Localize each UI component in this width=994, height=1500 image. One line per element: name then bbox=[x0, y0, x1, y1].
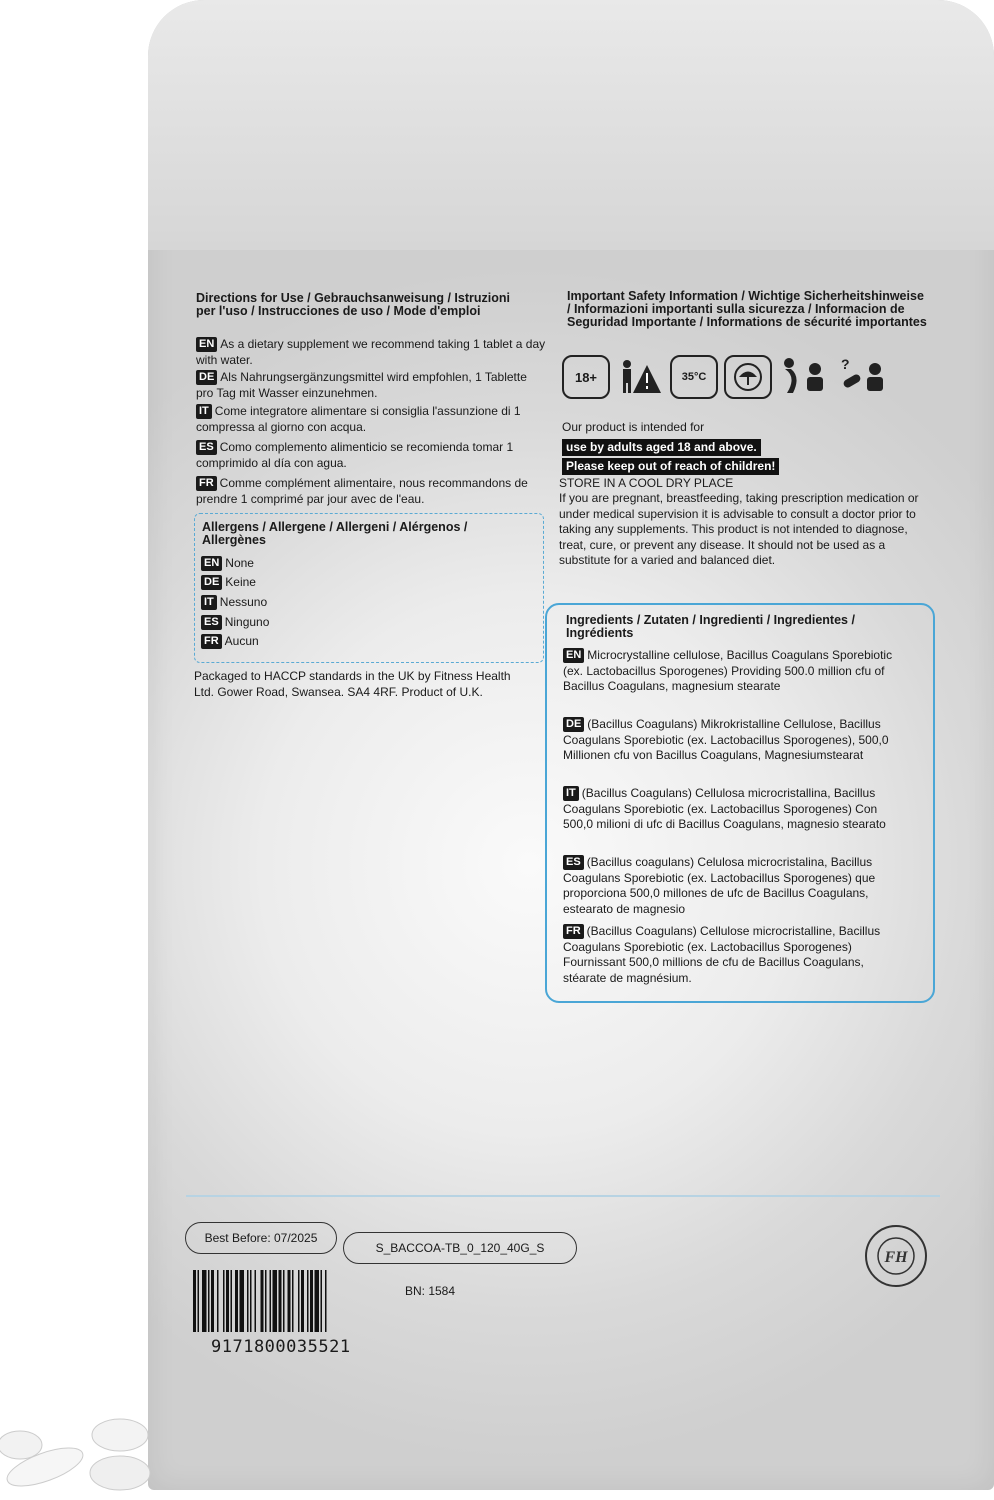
sku-badge bbox=[343, 1232, 577, 1264]
barcode-bar bbox=[325, 1270, 327, 1332]
safety-title: Important Safety Information / Wichtige Sicherheitshinweise / Informazioni importanti sulla sicurezza / Informacion de Seguridad Importante / Informations de sécurité importantes bbox=[567, 289, 927, 329]
sku-text: S_BACCOA-TB_0_120_40G_S bbox=[375, 1241, 545, 1255]
barcode-bar bbox=[226, 1270, 229, 1332]
directions-title: Directions for Use / Gebrauchsanweisung / Istruzioni per l'uso / Instrucciones de uso / Mode d'emploi bbox=[196, 291, 510, 318]
barcode-bar bbox=[292, 1270, 294, 1332]
lang-tag: DE bbox=[201, 575, 222, 590]
barcode-bar bbox=[217, 1270, 219, 1332]
adults-highlight bbox=[562, 438, 761, 456]
temperature-icon bbox=[670, 355, 718, 399]
brand-logo bbox=[865, 1225, 927, 1287]
safety-intro: Our product is intended for bbox=[562, 420, 705, 434]
lang-tag: ES bbox=[196, 440, 217, 455]
barcode-number: 9171800035521 bbox=[211, 1337, 351, 1357]
barcode-bar bbox=[310, 1270, 313, 1332]
barcode-bar bbox=[235, 1270, 238, 1332]
divider-line bbox=[186, 1195, 940, 1197]
ingredient-item bbox=[563, 648, 903, 695]
pregnancy-warning-icon bbox=[778, 355, 832, 395]
lang-tag: IT bbox=[201, 595, 217, 610]
directions-item bbox=[196, 370, 536, 401]
svg-text:?: ? bbox=[841, 356, 850, 372]
directions-text: As a dietary supplement we recommend taking 1 tablet a day with water. bbox=[196, 337, 546, 367]
adults-highlight-text: use by adults aged 18 and above. bbox=[562, 439, 761, 456]
directions-item bbox=[196, 337, 552, 368]
directions-text: Comme complément alimentaire, nous recommandons de prendre 1 comprimé par jour avec de l'eau. bbox=[196, 476, 528, 506]
barcode-bar bbox=[198, 1270, 200, 1332]
barcode-bar bbox=[288, 1270, 291, 1332]
allergen-text: None bbox=[225, 556, 254, 570]
barcode-bar bbox=[211, 1270, 214, 1332]
directions-item bbox=[196, 440, 552, 471]
directions-text: Als Nahrungsergänzungsmittel wird empfohlen, 1 Tablette pro Tag mit Wasser einzunehmen. bbox=[196, 370, 527, 400]
safety-icons bbox=[562, 355, 924, 399]
ingredient-text: (Bacillus Coagulans) Mikrokristalline Cellulose, Bacillus Coagulans Sporebiotic (ex. Lactobacillus Sporogenes), 500,0 Millionen cfu von Bacillus Coagulans, Magnesiumstearat bbox=[563, 717, 889, 762]
lang-tag: IT bbox=[196, 404, 212, 419]
barcode-bar bbox=[321, 1270, 323, 1332]
barcode-bar bbox=[240, 1270, 245, 1332]
tablets-image bbox=[0, 1395, 160, 1495]
children-highlight-text: Please keep out of reach of children! bbox=[562, 458, 779, 475]
barcode-bar bbox=[273, 1270, 278, 1332]
ingredients-title: Ingredients / Zutaten / Ingredienti / Ingredientes / Ingrédients bbox=[566, 613, 855, 640]
barcode-bar bbox=[265, 1270, 267, 1332]
barcode-bar bbox=[250, 1270, 252, 1332]
store-text: STORE IN A COOL DRY PLACE bbox=[559, 476, 734, 490]
ingredient-item bbox=[563, 855, 903, 917]
barcode-bar bbox=[202, 1270, 207, 1332]
age-18-icon bbox=[562, 355, 610, 399]
barcode-bar bbox=[298, 1270, 300, 1332]
lang-tag: IT bbox=[563, 786, 579, 801]
best-before-text: Best Before: 07/2025 bbox=[204, 1231, 318, 1245]
pouch-seal bbox=[148, 0, 994, 250]
directions-text: Come integratore alimentare si consiglia l'assunzione di 1 compressa al giorno con acqua. bbox=[196, 404, 521, 434]
barcode-bar bbox=[231, 1270, 233, 1332]
barcode-bar bbox=[307, 1270, 309, 1332]
allergen-text: Aucun bbox=[224, 634, 259, 648]
best-before-badge bbox=[185, 1222, 337, 1254]
barcode-bar bbox=[255, 1270, 257, 1332]
allergen-text: Ninguno bbox=[224, 615, 270, 629]
age-label: 18+ bbox=[574, 369, 598, 385]
allergens-title: Allergens / Allergene / Allergeni / Alérgenos / Allergènes bbox=[202, 520, 468, 547]
ingredient-text: (Bacillus Coagulans) Cellulosa microcristallina, Bacillus Coagulans Sporebiotic (ex. Lactobacillus Sporogenes) Con 500,0 milioni di ufc di Bacillus Coagulans, magnesio stearato bbox=[563, 786, 886, 831]
allergen-text: Keine bbox=[225, 575, 256, 589]
lang-tag: DE bbox=[196, 370, 217, 385]
ingredient-text: (Bacillus Coagulans) Cellulose microcristalline, Bacillus Coagulans Sporebiotic (ex. Lactobacillus Sporogenes) Fournissant 500,0 millions de cfu de Bacillus Coagulans, stéarate de magnésium. bbox=[563, 924, 881, 985]
keep-dry-umbrella-icon bbox=[724, 355, 772, 399]
keep-from-children-icon bbox=[616, 355, 664, 395]
barcode-bar bbox=[208, 1270, 210, 1332]
allergen-item bbox=[201, 615, 269, 631]
directions-item bbox=[196, 404, 552, 435]
allergen-item bbox=[201, 575, 256, 591]
allergen-item bbox=[201, 634, 259, 650]
ingredient-item bbox=[563, 786, 903, 833]
barcode-bar bbox=[283, 1270, 285, 1332]
allergen-item bbox=[201, 595, 267, 611]
barcode-bar bbox=[223, 1270, 225, 1332]
packaged-text: Packaged to HACCP standards in the UK by Fitness Health Ltd. Gower Road, Swansea. SA4 4RF. Product of U.K. bbox=[194, 669, 511, 699]
lang-tag: EN bbox=[201, 556, 222, 571]
barcode-bar bbox=[270, 1270, 272, 1332]
lang-tag: FR bbox=[201, 634, 222, 649]
safety-body: If you are pregnant, breastfeeding, taking prescription medication or under medical supervision it is advisable to consult a doctor prior to taking any supplements. This product is not intended to diagnose, treat, cure, or prevent any disease. It should not be used as a substitute for a varied and balanced diet. bbox=[559, 491, 919, 567]
ingredient-item bbox=[563, 717, 903, 764]
allergen-item bbox=[201, 556, 254, 572]
directions-text: Como complemento alimenticio se recomienda tomar 1 comprimido al día con agua. bbox=[196, 440, 514, 470]
barcode-bar bbox=[247, 1270, 249, 1332]
lang-tag: EN bbox=[563, 648, 584, 663]
medication-warning-icon bbox=[838, 355, 892, 395]
barcode-bar bbox=[261, 1270, 264, 1332]
temperature-label: 35°C bbox=[681, 371, 707, 383]
barcode bbox=[193, 1270, 393, 1338]
lang-tag: EN bbox=[196, 337, 217, 352]
svg-text:FH: FH bbox=[884, 1249, 908, 1266]
lang-tag: FR bbox=[196, 476, 217, 491]
barcode-bar bbox=[301, 1270, 304, 1332]
barcode-bar bbox=[193, 1270, 196, 1332]
ingredient-text: (Bacillus coagulans) Celulosa microcristalina, Bacillus Coagulans Sporebiotic (ex. Lactobacillus Sporogenes) que proporciona 500,0 millones de ufc de Bacillus Coagulans, estearato de magnesio bbox=[563, 855, 876, 916]
allergen-text: Nessuno bbox=[219, 595, 268, 609]
children-highlight bbox=[562, 457, 779, 475]
lang-tag: FR bbox=[563, 924, 584, 939]
lang-tag: ES bbox=[201, 615, 222, 630]
ingredient-text: Microcrystalline cellulose, Bacillus Coagulans Sporebiotic (ex. Lactobacillus Sporogenes) Providing 500.0 million cfu of Bacillus Coagulans, magnesium stearate bbox=[563, 648, 893, 693]
barcode-bar bbox=[315, 1270, 320, 1332]
barcode-bar bbox=[279, 1270, 282, 1332]
lang-tag: DE bbox=[563, 717, 584, 732]
directions-item bbox=[196, 476, 552, 507]
batch-number: BN: 1584 bbox=[405, 1284, 456, 1298]
lang-tag: ES bbox=[563, 855, 584, 870]
ingredient-item bbox=[563, 924, 903, 986]
